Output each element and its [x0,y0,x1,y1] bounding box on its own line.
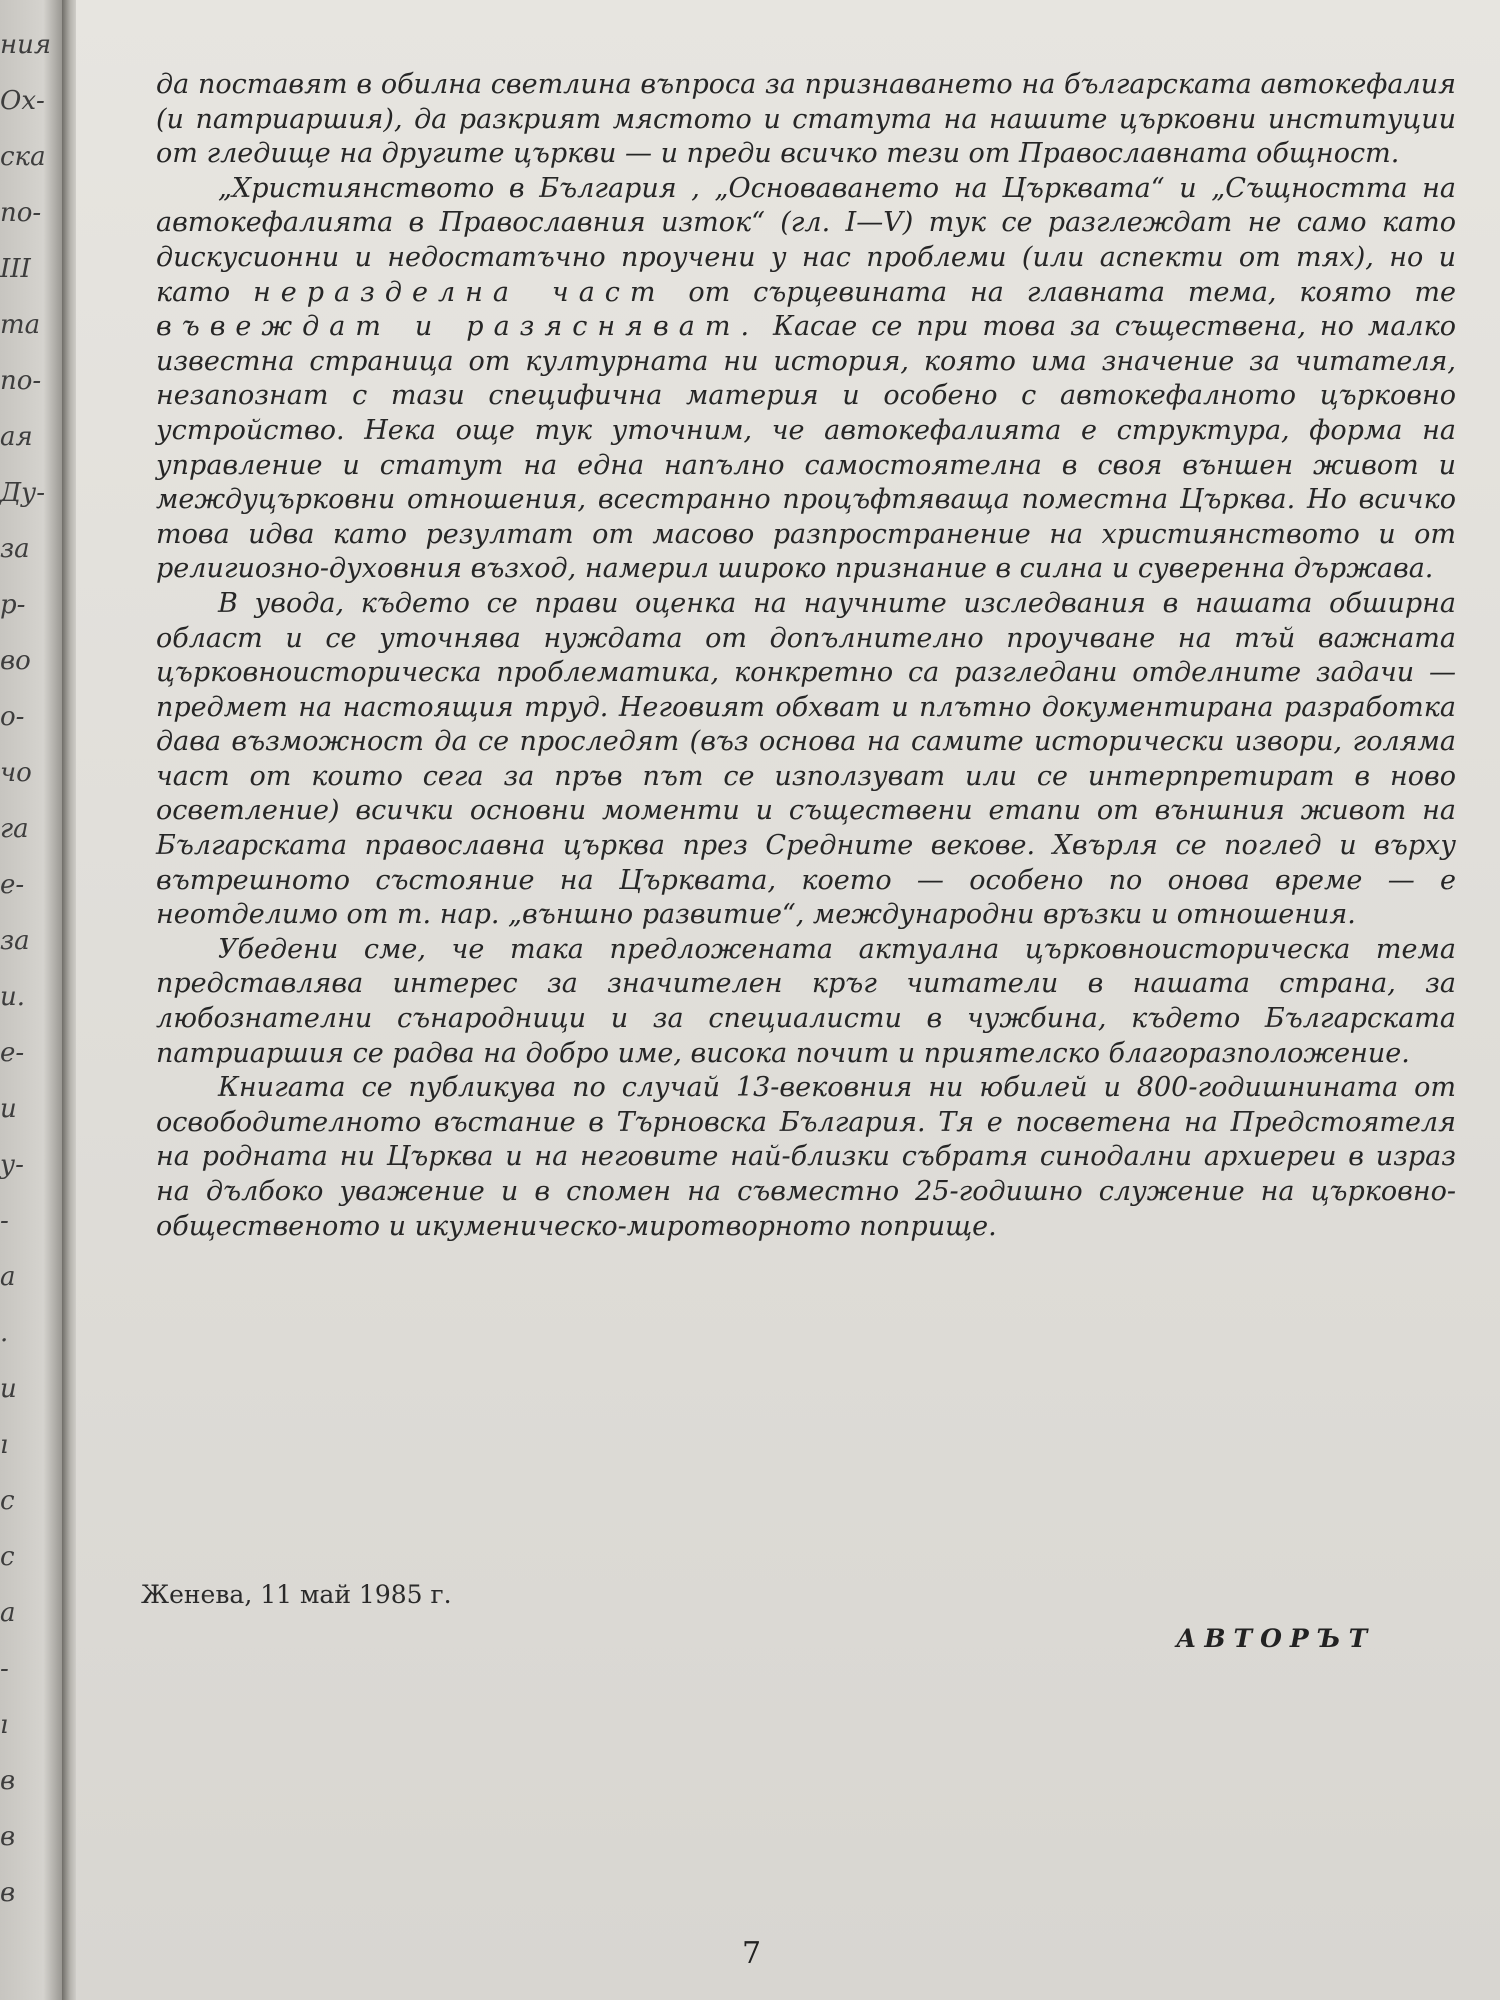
paragraph-2-part-e: Касае се при това за съществена, но малко известна страница от културната ни история, която има значение за читателя, незапознат с тази специфична материя и особено с автокефалното църковно устройство. Нека още тук уточним, че автокефалията е структура, форма на управление и статут на една напълно самостоятелна в своя външен живот и междуцърковни отношения, всестранно процъфтяваща поместна Църква. Но всичко това идва като резултат от масово разпространение на християнството и от религиозно-духовния възход, намерил широко признание в силна и суверенна държава. [156,311,1456,585]
facing-page-edge [0,0,62,2000]
facing-page-fragment: во [0,646,31,676]
facing-page-fragment: и [0,1094,17,1124]
facing-page-fragment: р- [0,590,26,620]
paragraph-1: да поставят в обилна светлина въпроса за признаването на българската автокефалия (и патриаршия), да разкрият мястото и статута на нашите църковни институции от гледище на другите църкви — и преди всичко тези от Православната общност. [156,69,1456,170]
date-line: Женева, 11 май 1985 г. [141,1580,452,1609]
facing-page-fragment: с [0,1486,15,1516]
spaced-emphasis-1: неразделна част [252,276,666,308]
facing-page-fragment: ска [0,142,46,172]
facing-page-fragment: в [0,1766,16,1796]
facing-page-fragment: и. [0,982,26,1012]
facing-page-fragment: по- [0,198,42,228]
facing-page-fragment: и [0,1374,17,1404]
page-body [156,68,1456,1244]
facing-page-fragment: ı [0,1430,9,1460]
facing-page-fragment: ая [0,422,33,452]
facing-page-fragment: га [0,814,29,844]
facing-page-fragment: о- [0,702,25,732]
paragraph-2 [156,172,1456,587]
facing-page-fragment: у- [0,1150,24,1180]
paragraph-3: В увода, където се прави оценка на научните изследвания в нашата обширна област и се уточнява нуждата от допълнително проучване на тъй важната църковноисторическа проблематика, конкретно са разгледани отделните задачи — предмет на настоящия труд. Неговият обхват и плътно документирана разработка дава възможност да се проследят (въз основа на самите исторически извори, голяма част от които сега за пръв път се използуват или се интерпретират в ново осветление) всички основни моменти и съществени етапи от външния живот на Българската православна църква през Средните векове. Хвърля се поглед и върху вътрешното състояние на Църквата, което — особено по онова време — е неотделимо от т. нар. „външно развитие“, международни връзки и отношения. [156,587,1456,931]
facing-page-fragment: по- [0,366,42,396]
book-gutter [62,0,76,2000]
facing-page-fragment: Ох- [0,86,45,116]
page-number: 7 [742,1936,762,1971]
facing-page-fragment: в [0,1822,16,1852]
paragraph-2-part-c: от сърцевината на главната тема, която те [665,276,1456,308]
facing-page-fragment: ния [0,30,52,60]
spaced-emphasis-2: въвеждат и разясняват. [156,311,760,343]
facing-page-fragment: а [0,1262,16,1292]
book-page [76,0,1500,2000]
facing-page-fragment: е- [0,1038,25,1068]
facing-page-fragment: чо [0,758,32,788]
facing-page-fragment: - [0,1206,9,1236]
facing-page-fragment: в [0,1878,16,1908]
facing-page-fragment: Ду- [0,478,46,508]
facing-page-fragment: - [0,1654,9,1684]
paragraph-4: Убедени сме, че така предложената актуална църковноисторическа тема представлява интерес за значителен кръг читатели в нашата страна, за любознателни сънародници и за специалисти в чужбина, където Българската патриаршия се радва на добро име, висока почит и приятелско благоразположение. [156,933,1456,1069]
facing-page-fragment: е- [0,870,25,900]
facing-page-fragment: а [0,1598,16,1628]
facing-page-fragment: та [0,310,41,340]
facing-page-fragment: III [0,254,31,284]
facing-page-fragment: за [0,534,30,564]
facing-page-fragment: . [0,1318,9,1348]
facing-page-fragment: за [0,926,30,956]
paragraph-5: Книгата се публикува по случай 13-вековния ни юбилей и 800-годишнината от освободителното въстание в Търновска България. Тя е посветена на Предстоятеля на родната ни Църква и на неговите най-близки събратя синодални архиереи в израз на дълбоко уважение и в спомен на съвместно 25-годишно служение на църковно-общественото и икуменическо-миротворното поприще. [156,1072,1456,1242]
author-signature: АВТОРЪТ [1176,1624,1376,1653]
facing-page-fragment: ı [0,1710,9,1740]
facing-page-fragment: с [0,1542,15,1572]
paragraph-2-part-a: „Християнството в България , „Основаването на Църквата“ и „Същността на автокефалията в Православния изток“ (гл. I—V) тук се разглеждат не само като дискусионни и недостатъчно проучени у нас проблеми (или аспекти от тях), но и като [156,172,1456,308]
